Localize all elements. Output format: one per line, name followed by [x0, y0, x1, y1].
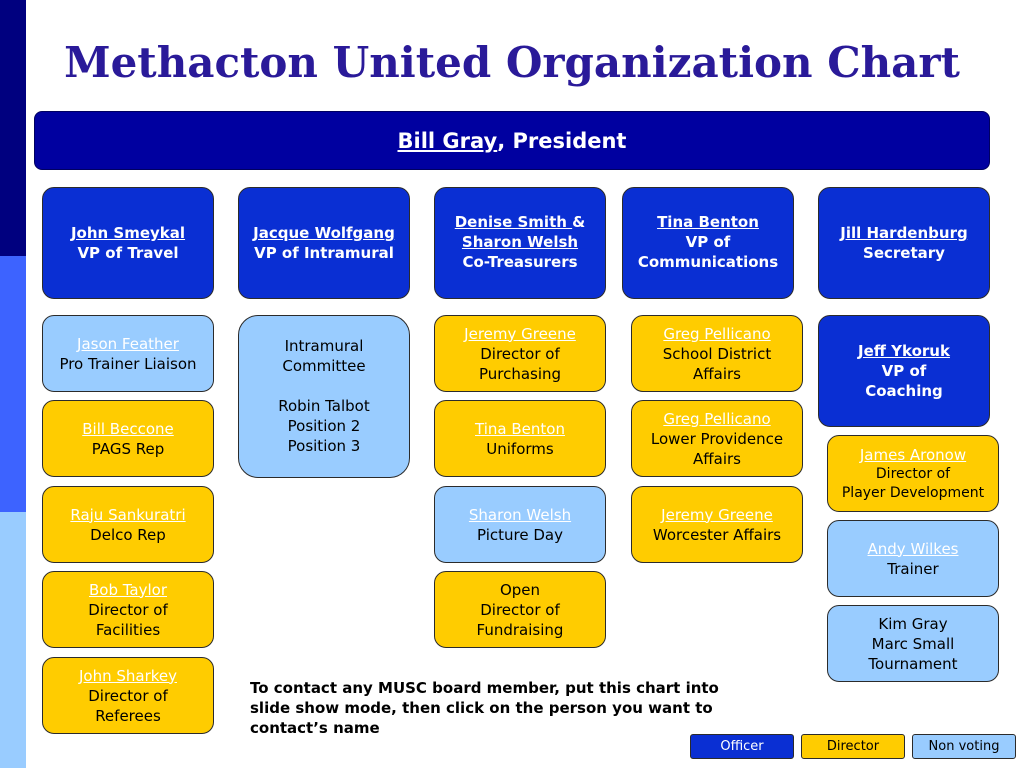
committee-title: Committee: [282, 357, 366, 375]
officer-box-communications: [622, 187, 794, 299]
sidebar-stripe-top: [0, 0, 26, 256]
officer-name-link[interactable]: Jacque Wolfgang: [253, 224, 395, 242]
officer-role: VP of: [685, 233, 731, 251]
member-name-link[interactable]: Jeremy Greene: [464, 324, 576, 343]
member-name-link[interactable]: Tina Benton: [475, 419, 565, 438]
member-box: [434, 400, 606, 477]
member-role: Director of: [875, 465, 951, 482]
member-box: [434, 486, 606, 563]
sidebar-stripe-bottom: [0, 512, 26, 768]
member-role: Delco Rep: [90, 525, 166, 544]
member-box: [42, 486, 214, 563]
officer-role: VP of Intramural: [254, 244, 394, 262]
member-role: Uniforms: [486, 439, 554, 458]
officer-role: Coaching: [865, 382, 943, 400]
member-box-open: [434, 571, 606, 648]
member-name: Kim Gray: [878, 614, 948, 633]
member-box: [42, 657, 214, 734]
member-box: [42, 571, 214, 648]
member-name-link[interactable]: John Sharkey: [78, 666, 178, 685]
member-name-link[interactable]: Jeremy Greene: [661, 505, 773, 524]
member-role: Fundraising: [476, 620, 564, 639]
member-box: [631, 400, 803, 477]
member-role: Trainer: [887, 559, 939, 578]
officer-role: Co-Treasurers: [462, 253, 578, 271]
legend-director: Director: [801, 734, 905, 759]
member-name-link[interactable]: Jason Feather: [77, 334, 179, 353]
officer-name-link[interactable]: Sharon Welsh: [461, 233, 579, 251]
member-name: Open: [499, 580, 541, 599]
member-name-link[interactable]: Bill Beccone: [82, 419, 174, 438]
legend-officer: Officer: [690, 734, 794, 759]
sidebar-stripe-middle: [0, 256, 26, 512]
member-role: Affairs: [693, 364, 741, 383]
ampersand: &: [572, 213, 586, 231]
officer-box-secretary: [818, 187, 990, 299]
president-name-link[interactable]: Bill Gray: [397, 128, 498, 153]
contact-instructions: To contact any MUSC board member, put this chart into slide show mode, then click on the person you want to contact’s name: [250, 679, 719, 737]
member-box: [42, 400, 214, 477]
member-role: Director of: [480, 344, 560, 363]
member-box: [434, 315, 606, 392]
officer-role: VP of Travel: [77, 244, 179, 262]
president-bar: [34, 111, 990, 170]
officer-name-link[interactable]: Denise Smith: [454, 213, 573, 231]
president-role: , President: [497, 128, 627, 153]
officer-role: Secretary: [863, 244, 945, 262]
member-name-link[interactable]: Bob Taylor: [88, 580, 168, 599]
officer-role: VP of: [881, 362, 927, 380]
member-box: [631, 486, 803, 563]
member-role: Purchasing: [478, 364, 562, 383]
officer-box-intramural: [238, 187, 410, 299]
member-role: Director of: [88, 686, 168, 705]
member-box-tournament: [827, 605, 999, 682]
page-title: Methacton United Organization Chart: [64, 38, 960, 87]
member-role: Director of: [88, 600, 168, 619]
member-role: School District: [662, 344, 772, 363]
member-name-link[interactable]: Greg Pellicano: [663, 409, 771, 428]
member-role: Worcester Affairs: [652, 525, 782, 544]
officer-name-link[interactable]: Jeff Ykoruk: [858, 342, 950, 360]
member-role: Pro Trainer Liaison: [59, 354, 197, 373]
member-role: Affairs: [693, 449, 741, 468]
officer-role: Communications: [637, 253, 779, 271]
member-box: [827, 435, 999, 512]
legend-non-voting: Non voting: [912, 734, 1016, 759]
member-name-link[interactable]: Greg Pellicano: [663, 324, 771, 343]
member-name: Marc Small: [871, 634, 955, 653]
member-name-link[interactable]: Raju Sankuratri: [70, 505, 186, 524]
member-box: [827, 520, 999, 597]
committee-position: Position 2: [287, 417, 361, 435]
member-box: [42, 315, 214, 392]
member-role: Picture Day: [477, 525, 563, 544]
member-role: PAGS Rep: [91, 439, 165, 458]
officer-name-link[interactable]: John Smeykal: [70, 224, 186, 242]
officer-box-travel: [42, 187, 214, 299]
officer-box-treasurers: [434, 187, 606, 299]
member-role: Referees: [95, 706, 161, 725]
member-name-link[interactable]: Sharon Welsh: [468, 505, 572, 524]
member-role: Facilities: [95, 620, 161, 639]
officer-name-link[interactable]: Jill Hardenburg: [840, 224, 968, 242]
committee-member: Robin Talbot: [278, 397, 370, 415]
member-role: Player Development: [841, 484, 985, 501]
member-name-link[interactable]: James Aronow: [859, 445, 967, 464]
member-name-link[interactable]: Andy Wilkes: [867, 539, 959, 558]
officer-box-coaching: [818, 315, 990, 427]
intramural-committee-box: [238, 315, 410, 478]
member-role: Lower Providence: [650, 429, 784, 448]
committee-title: Intramural: [284, 337, 364, 355]
officer-name-link[interactable]: Tina Benton: [657, 213, 759, 231]
member-box: [631, 315, 803, 392]
member-role: Director of: [480, 600, 560, 619]
committee-position: Position 3: [287, 437, 361, 455]
member-role: Tournament: [868, 654, 958, 673]
